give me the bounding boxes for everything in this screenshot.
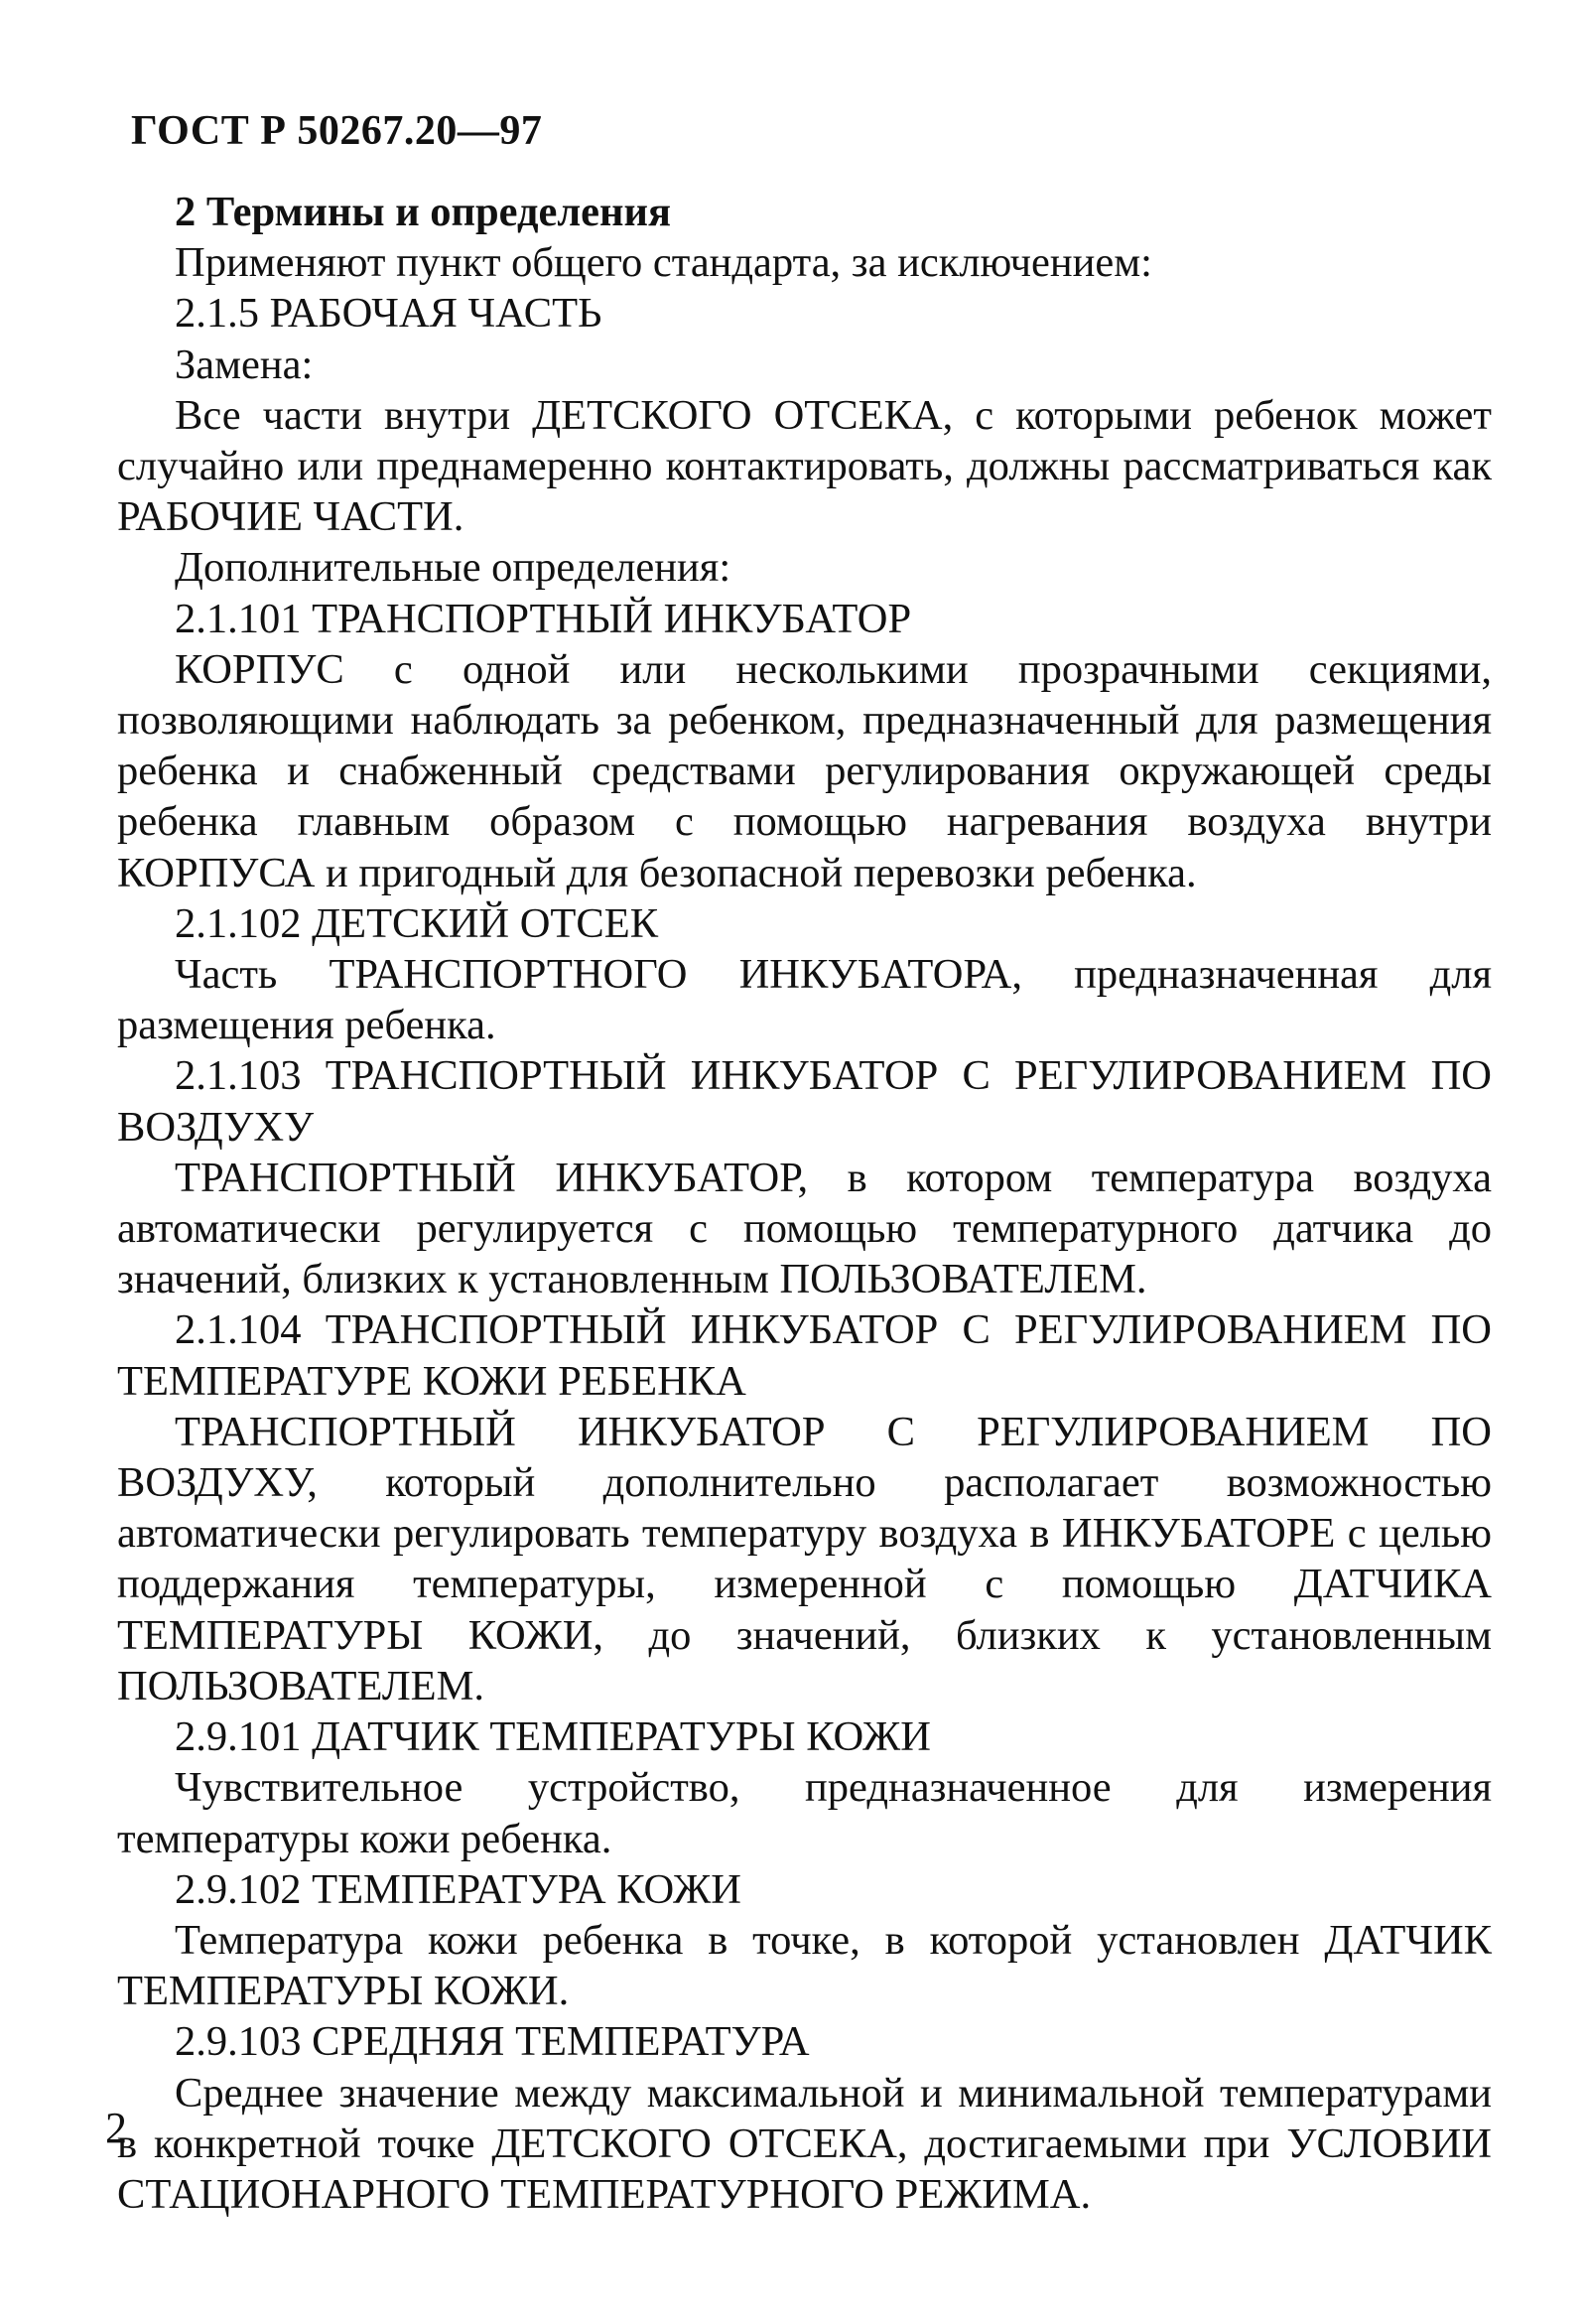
definition-2-1-101: КОРПУС с одной или несколькими прозрачными секциями, позволяющими наблюдать за ребенком, предназначенный для размещения ребенка и снабженный средствами регулирования окружающей среды ребенка главным образом с помощью нагревания воздуха внутри КОРПУСА и пригодный для безопасной перевозки ребенка. (117, 645, 1492, 896)
section-heading: 2 Термины и определения (175, 189, 672, 235)
term-2-1-103: 2.1.103 ТРАНСПОРТНЫЙ ИНКУБАТОР С РЕГУЛИРОВАНИЕМ ПО ВОЗДУХУ (117, 1052, 1492, 1151)
definition-2-1-102: Часть ТРАНСПОРТНОГО ИНКУБАТОРА, предназначенная для размещения ребенка. (117, 951, 1492, 1049)
term-2-9-101: 2.9.101 ДАТЧИК ТЕМПЕРАТУРЫ КОЖИ (175, 1713, 931, 1761)
term-2-1-5: 2.1.5 РАБОЧАЯ ЧАСТЬ (175, 290, 602, 338)
term-2-9-102: 2.9.102 ТЕМПЕРАТУРА КОЖИ (175, 1865, 741, 1913)
page-body (117, 187, 1492, 2220)
standard-designation: ГОСТ Р 50267.20—97 (131, 108, 543, 154)
paragraph-replacement-label: Замена: (175, 341, 314, 388)
page-number: 2 (105, 2104, 127, 2152)
definition-2-1-5: Все части внутри ДЕТСКОГО ОТСЕКА, с которыми ребенок может случайно или преднамеренно контактировать, должны рассматриваться как РАБОЧИЕ ЧАСТИ. (117, 391, 1492, 541)
definition-2-1-104: ТРАНСПОРТНЫЙ ИНКУБАТОР С РЕГУЛИРОВАНИЕМ ПО ВОЗДУХУ, который дополнительно располагает возможностью автоматически регулировать температуру воздуха в ИНКУБАТОРЕ с целью поддержания температуры, измеренной с помощью ДАТЧИКА ТЕМПЕРАТУРЫ КОЖИ, до значений, близких к установленным ПОЛЬЗОВАТЕЛЕМ. (117, 1408, 1492, 1709)
section-intro: Применяют пункт общего стандарта, за исключением: (175, 239, 1152, 287)
definition-2-9-101: Чувствительное устройство, предназначенное для измерения температуры кожи ребенка. (117, 1764, 1492, 1862)
paragraph-additional-definitions: Дополнительные определения: (175, 544, 731, 592)
term-2-1-104: 2.1.104 ТРАНСПОРТНЫЙ ИНКУБАТОР С РЕГУЛИРОВАНИЕМ ПО ТЕМПЕРАТУРЕ КОЖИ РЕБЕНКА (117, 1306, 1492, 1405)
definition-2-1-103: ТРАНСПОРТНЫЙ ИНКУБАТОР, в котором температура воздуха автоматически регулируется с помощью температурного датчика до значений, близких к установленным ПОЛЬЗОВАТЕЛЕМ. (117, 1154, 1492, 1303)
term-2-1-101: 2.1.101 ТРАНСПОРТНЫЙ ИНКУБАТОР (175, 595, 912, 642)
term-2-9-103: 2.9.103 СРЕДНЯЯ ТЕМПЕРАТУРА (175, 2018, 810, 2066)
definition-2-9-102: Температура кожи ребенка в точке, в которой установлен ДАТЧИК ТЕМПЕРАТУРЫ КОЖИ. (117, 1916, 1492, 2015)
definition-2-9-103: Среднее значение между максимальной и минимальной температурами в конкретной точке ДЕТСКОГО ОТСЕКА, достигаемыми при УСЛОВИИ СТАЦИОНАРНОГО ТЕМПЕРАТУРНОГО РЕЖИМА. (117, 2069, 1492, 2218)
term-2-1-102: 2.1.102 ДЕТСКИЙ ОТСЕК (175, 899, 659, 947)
